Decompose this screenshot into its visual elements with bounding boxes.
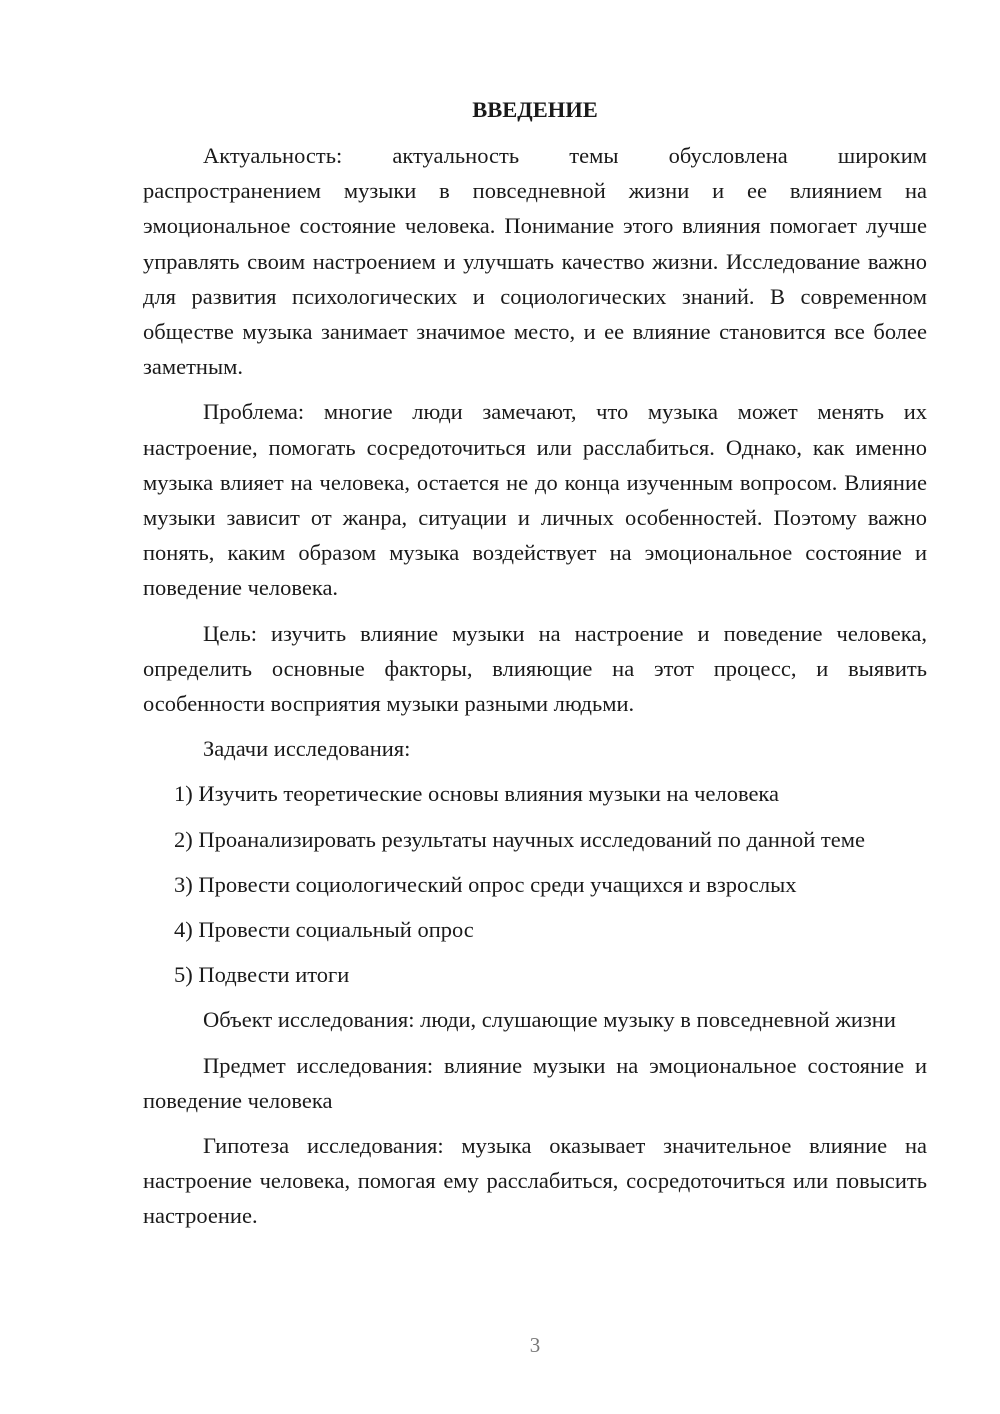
paragraph-object: Объект исследования: люди, слушающие музыку в повседневной жизни [203, 1007, 896, 1033]
document-page [143, 92, 927, 1244]
task-item-5: 5) Подвести итоги [174, 962, 350, 988]
paragraph-goal: Цель: изучить влияние музыки на настроение и поведение человека, определить основные факторы, влияющие на этот процесс, и выявить особенности восприятия музыки разными людьми. [143, 620, 927, 717]
task-item-1: 1) Изучить теоретические основы влияния музыки на человека [174, 781, 780, 807]
task-item-2: 2) Проанализировать результаты научных исследований по данной теме [174, 826, 865, 852]
paragraph-subject: Предмет исследования: влияние музыки на эмоциональное состояние и поведение человека [143, 1052, 927, 1113]
page-title: ВВЕДЕНИЕ [472, 97, 598, 122]
tasks-heading: Задачи исследования: [203, 736, 411, 762]
paragraph-hypothesis: Гипотеза исследования: музыка оказывает значительное влияние на настроение человека, помогая ему расслабиться, сосредоточиться или повысить настроение. [143, 1133, 927, 1229]
task-item-4: 4) Провести социальный опрос [174, 917, 474, 943]
paragraph-problem: Проблема: многие люди замечают, что музыка может менять их настроение, помогать сосредоточиться или расслабиться. Однако, как именно музыка влияет на человека, остается не до конца изученным вопросом. Влияние музыки зависит от жанра, ситуации и личных особенностей. Поэтому важно понять, каким образом музыка воздействует на эмоциональное состояние и поведение человека. [143, 399, 927, 601]
paragraph-relevance: Актуальность: актуальность темы обусловлена широким распространением музыки в повседневной жизни и ее влиянием на эмоциональное состояние человека. Понимание этого влияния помогает лучше управлять своим настроением и улучшать качество жизни. Исследование важно для развития психологических и социологических знаний. В современном обществе музыка занимает значимое место, и ее влияние становится все более заметным. [143, 143, 927, 380]
task-item-3: 3) Провести социологический опрос среди учащихся и взрослых [174, 871, 797, 897]
page-number: 3 [529, 1333, 541, 1357]
